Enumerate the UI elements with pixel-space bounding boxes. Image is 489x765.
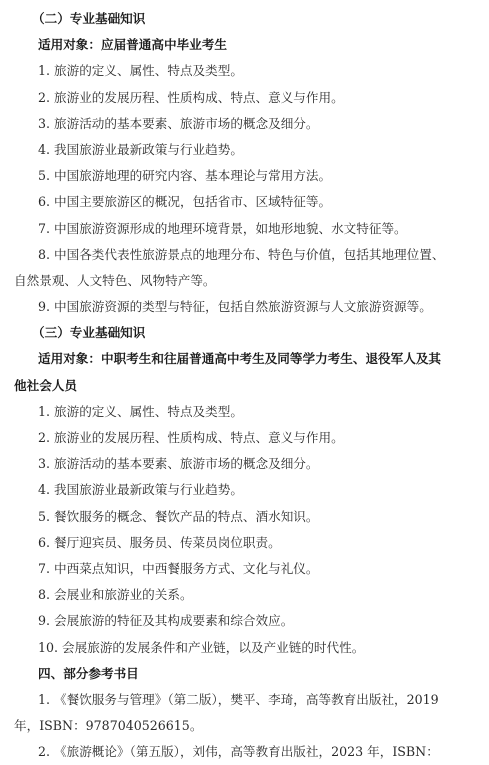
list-item: 2. 旅游业的发展历程、性质构成、特点、意义与作用。 [38,89,344,105]
list-item: 4. 我国旅游业最新政策与行业趋势。 [38,141,243,157]
reference-item-continuation: 年，ISBN：9787040526615。 [14,718,203,734]
list-item-continuation: 自然景观、人文特色、风物特产等。 [14,272,216,288]
list-item: 4. 我国旅游业最新政策与行业趋势。 [38,482,243,498]
list-item: 8. 会展业和旅游业的关系。 [38,587,193,603]
list-item: 6. 中国主要旅游区的概况，包括省市、区域特征等。 [38,194,332,210]
list-item: 3. 旅游活动的基本要素、旅游市场的概念及细分。 [38,115,319,131]
list-item: 1. 旅游的定义、属性、特点及类型。 [38,63,243,79]
list-item: 8. 中国各类代表性旅游景点的地理分布、特色与价值，包括其地理位置、 [38,246,445,262]
reference-item: 2. 《旅游概论》（第五版），刘伟，高等教育出版社，2023 年，ISBN： [38,744,439,760]
list-item: 10. 会展旅游的发展条件和产业链，以及产业链的时代性。 [38,639,365,655]
reference-item: 1. 《餐饮服务与管理》（第二版），樊平、李琦，高等教育出版社，2019 [38,691,439,707]
list-item: 6. 餐厅迎宾员、服务员、传菜员岗位职责。 [38,534,281,550]
audience-line-continuation: 他社会人员 [14,377,77,393]
section-heading-4: 四、部分参考书目 [38,665,139,681]
list-item: 9. 会展旅游的特征及其构成要素和综合效应。 [38,613,294,629]
section-heading-3: （三）专业基础知识 [32,325,146,341]
section-heading-2: （二）专业基础知识 [32,11,146,26]
list-item: 7. 中国旅游资源形成的地理环境背景，如地形地貌、水文特征等。 [38,220,407,236]
list-item: 2. 旅游业的发展历程、性质构成、特点、意义与作用。 [38,430,344,445]
list-item: 7. 中西菜点知识，中西餐服务方式、文化与礼仪。 [38,560,319,576]
list-item: 9. 中国旅游资源的类型与特征，包括自然旅游资源与人文旅游资源等。 [38,299,432,315]
list-item: 1. 旅游的定义、属性、特点及类型。 [38,403,243,419]
list-item: 5. 中国旅游地理的研究内容、基本理论与常用方法。 [38,168,332,184]
audience-line: 适用对象：应届普通高中毕业考生 [38,37,227,53]
audience-line: 适用对象：中职考生和往届普通高中考生及同等学力考生、退役军人及其 [38,351,441,367]
list-item: 3. 旅游活动的基本要素、旅游市场的概念及细分。 [38,456,319,472]
list-item: 5. 餐饮服务的概念、餐饮产品的特点、酒水知识。 [38,508,319,524]
